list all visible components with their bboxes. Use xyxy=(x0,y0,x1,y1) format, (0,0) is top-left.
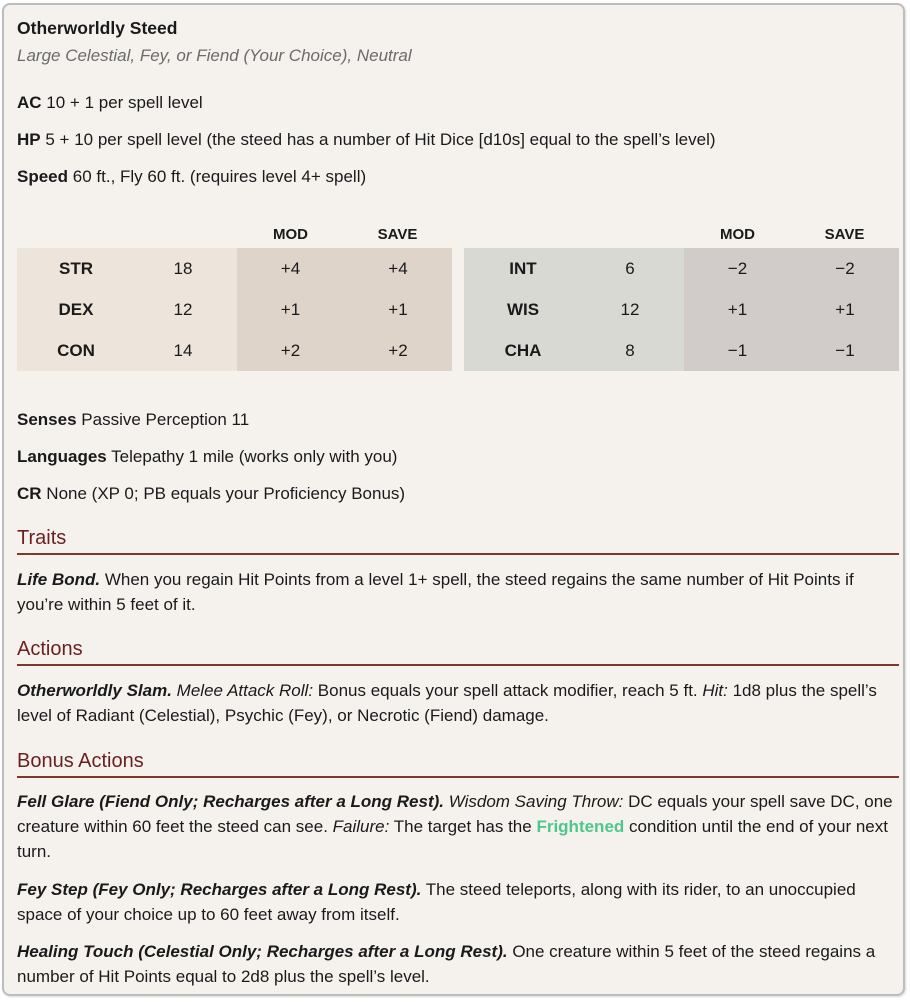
bonus-action-text: One creature within 5 feet of the steed regains a number of Hit Points equal to 2d8 plus the spell’s level. xyxy=(17,942,876,986)
ability-row-int xyxy=(464,248,899,289)
save-text: DC equals your spell save DC, one creature within 60 feet the steed can see. xyxy=(17,792,893,836)
senses xyxy=(17,409,249,431)
ability-score: 12 xyxy=(173,300,193,319)
ability-name: WIS xyxy=(506,300,540,319)
trait-name: Life Bond. xyxy=(17,570,101,589)
ability-score: 8 xyxy=(625,341,635,360)
ability-row-wis xyxy=(464,289,899,330)
bonus-action-name: Fey Step (Fey Only; Recharges after a Long Rest). xyxy=(17,880,422,899)
speed-value: 60 ft., Fly 60 ft. (requires level 4+ spell) xyxy=(72,167,367,186)
ability-table-mental xyxy=(464,223,899,373)
ability-mod: +1 xyxy=(280,300,301,319)
attack-label: Melee Attack Roll: xyxy=(176,681,314,700)
hit-text: 1d8 plus the spell’s level of Radiant (Celestial), Psychic (Fey), or Necrotic (Fiend) damage. xyxy=(17,681,877,725)
ability-score: 18 xyxy=(173,259,193,278)
speed-label: Speed xyxy=(17,167,69,186)
creature-type: Large Celestial, Fey, or Fiend (Your Choice), Neutral xyxy=(17,46,412,65)
ability-row-str xyxy=(17,248,452,289)
challenge-rating xyxy=(17,483,405,505)
creature-name: Otherworldly Steed xyxy=(17,18,178,38)
frightened-condition-link[interactable]: Frightened xyxy=(536,817,625,836)
trait-life-bond xyxy=(17,567,899,617)
ability-save: −2 xyxy=(835,259,855,278)
save-label: Wisdom Saving Throw: xyxy=(448,792,624,811)
bonus-action-name: Fell Glare (Fiend Only; Recharges after a Long Rest). xyxy=(17,792,444,811)
save-header: SAVE xyxy=(377,226,418,243)
stat-block-card xyxy=(2,3,905,996)
cr-label: CR xyxy=(17,484,42,503)
ability-row-dex xyxy=(17,289,452,330)
bonus-actions-heading: Bonus Actions xyxy=(17,750,144,772)
ability-name: STR xyxy=(59,259,93,278)
bonus-action-fey-step xyxy=(17,877,899,927)
actions-divider xyxy=(17,664,899,666)
languages-value: Telepathy 1 mile (works only with you) xyxy=(111,447,398,466)
failure-text: The target has the xyxy=(389,817,537,836)
bonus-action-name: Healing Touch (Celestial Only; Recharges after a Long Rest). xyxy=(17,942,508,961)
failure-text-end: condition until the end of your next turn. xyxy=(17,817,888,861)
ac-label: AC xyxy=(17,93,42,112)
ability-row-cha xyxy=(464,330,899,371)
bonus-action-text: The steed teleports, along with its rider, to an unoccupied space of your choice up to 60 feet away from itself. xyxy=(17,880,856,924)
ability-save: +2 xyxy=(388,341,408,360)
ability-row-con xyxy=(17,330,452,371)
hp-value: 5 + 10 per spell level (the steed has a number of Hit Dice [d10s] equal to the spell’s level) xyxy=(45,130,716,149)
ability-mod: +2 xyxy=(280,341,301,360)
ability-score: 12 xyxy=(620,300,640,319)
ability-name: CHA xyxy=(504,341,542,360)
speed xyxy=(17,166,366,188)
ability-name: CON xyxy=(57,341,95,360)
languages xyxy=(17,446,397,468)
ability-score: 6 xyxy=(625,259,635,278)
save-header: SAVE xyxy=(824,226,865,243)
failure-label: Failure: xyxy=(332,817,390,836)
trait-text: When you regain Hit Points from a level 1+ spell, the steed regains the same number of Hit Points if you’re within 5 feet of it. xyxy=(17,570,854,614)
ability-save: +1 xyxy=(835,300,855,319)
mod-header: MOD xyxy=(720,226,755,243)
traits-divider xyxy=(17,553,899,555)
ability-save: +1 xyxy=(388,300,408,319)
ability-mod: +4 xyxy=(280,259,301,278)
senses-label: Senses xyxy=(17,410,77,429)
ac-value: 10 + 1 per spell level xyxy=(46,93,203,112)
ability-name: DEX xyxy=(58,300,94,319)
bonus-action-fell-glare xyxy=(17,789,899,864)
ability-table-physical xyxy=(17,223,452,373)
traits-heading: Traits xyxy=(17,527,67,549)
cr-value: None (XP 0; PB equals your Proficiency Bonus) xyxy=(46,484,406,503)
ability-save: +4 xyxy=(388,259,408,278)
ability-mod: −1 xyxy=(727,341,748,360)
ability-save: −1 xyxy=(835,341,855,360)
languages-label: Languages xyxy=(17,447,107,466)
ability-mod: −2 xyxy=(727,259,748,278)
attack-text: Bonus equals your spell attack modifier, reach 5 ft. xyxy=(313,681,703,700)
bonus-action-healing-touch xyxy=(17,939,899,989)
action-otherworldly-slam xyxy=(17,678,899,728)
hit-label: Hit: xyxy=(702,681,728,700)
ability-score: 14 xyxy=(173,341,193,360)
actions-heading: Actions xyxy=(17,638,83,660)
ability-name: INT xyxy=(509,259,537,278)
mod-header: MOD xyxy=(273,226,308,243)
hp-label: HP xyxy=(17,130,41,149)
hit-points xyxy=(17,129,716,151)
senses-value: Passive Perception 11 xyxy=(81,410,250,429)
action-name: Otherworldly Slam. xyxy=(17,681,172,700)
ability-mod: +1 xyxy=(727,300,748,319)
armor-class xyxy=(17,92,203,114)
bonus-actions-divider xyxy=(17,776,899,778)
